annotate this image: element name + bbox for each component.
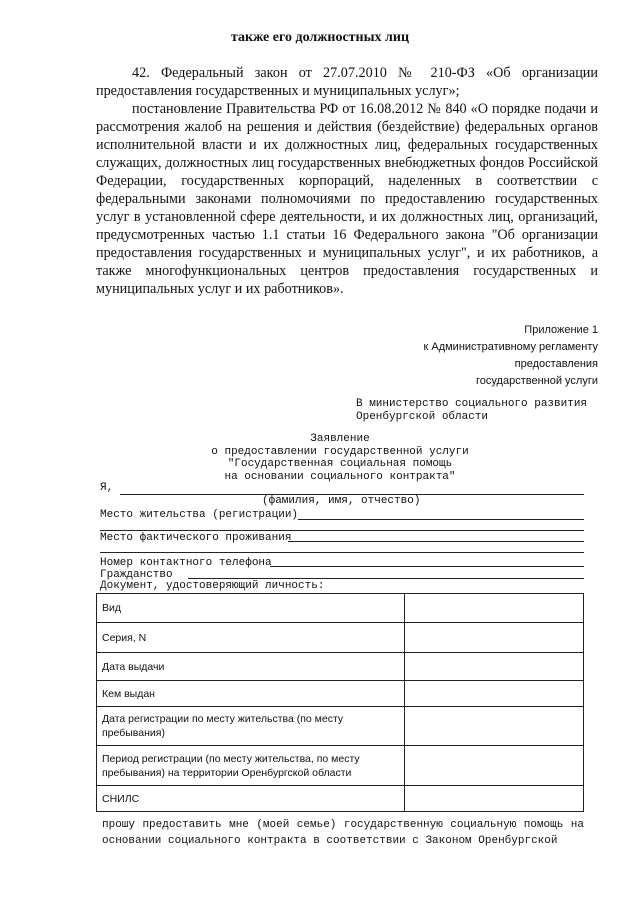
addressee-block — [356, 398, 587, 424]
appendix-note — [423, 322, 598, 390]
table-row — [97, 681, 584, 707]
id-document-label: Документ, удостоверяющий личность: — [100, 580, 325, 592]
appendix-line-4: государственной услуги — [476, 375, 598, 387]
phone-input-line[interactable] — [270, 566, 584, 567]
appendix-line-3: предоставления — [514, 358, 598, 370]
appendix-line-1: Приложение 1 — [524, 324, 598, 336]
id-kind-label: Вид — [97, 594, 405, 623]
table-row — [97, 707, 584, 746]
actual-residence-input-line[interactable] — [288, 541, 584, 542]
table-row — [97, 653, 584, 681]
law-item-210fz: 42. Федеральный закон от 27.07.2010 № 210-ФЗ «Об организации предоставления государственных и муниципальных услуг»; — [96, 65, 598, 99]
application-title-line-1: Заявление — [310, 433, 370, 445]
table-row — [97, 746, 584, 786]
registration-date-value[interactable] — [405, 707, 584, 746]
id-issued-by-value[interactable] — [405, 681, 584, 707]
appendix-line-2: к Административному регламенту — [423, 341, 598, 353]
citizenship-input-line[interactable] — [188, 578, 584, 579]
id-series-number-value[interactable] — [405, 623, 584, 653]
phone-label: Номер контактного телефона — [100, 557, 272, 569]
residence-input-line[interactable] — [298, 519, 584, 520]
id-issued-by-label: Кем выдан — [97, 681, 405, 707]
fio-hint: (фамилия, имя, отчество) — [262, 495, 421, 507]
registration-period-label: Период регистрации (по месту жительства, по месту пребывания) на территории Оренбургской области — [97, 746, 405, 786]
residence-label: Место жительства (регистрации) — [100, 509, 299, 521]
id-issue-date-label: Дата выдачи — [97, 653, 405, 681]
citizenship-label: Гражданство — [100, 569, 173, 581]
actual-residence-label: Место фактического проживания — [100, 532, 292, 544]
snils-value[interactable] — [405, 786, 584, 812]
residence-input-line-2[interactable] — [100, 530, 584, 531]
id-kind-value[interactable] — [405, 594, 584, 623]
table-row — [97, 786, 584, 812]
snils-label: СНИЛС — [97, 786, 405, 812]
id-document-table — [96, 593, 584, 812]
law-item-resolution-840: постановление Правительства РФ от 16.08.2012 № 840 «О порядке подачи и рассмотрения жалоб на решения и действия (бездействие) федеральных органов исполнительной власти и их должностных лиц, федеральных государственных служащих, должностных лиц государственных внебюджетных фондов Российской Федерации, государственных корпораций, наделенных в соответствии с федеральными законами полномочиями по предоставлению государственных услуг в установленной сфере деятельности, и их должностных лиц, организаций, предусмотренных частью 1.1 статьи 16 Федерального закона "Об организации предоставления государственных и муниципальных услуг", и их работников, а также многофункциональных центров предоставления государственных и муниципальных услуг и их работников». — [96, 101, 598, 297]
i-label: Я, — [100, 482, 114, 494]
closing-paragraph: прошу предоставить мне (моей семье) государственную социальную помощь на основании социального контракта в соответствии с Законом Оренбургской — [102, 819, 584, 847]
addressee-line-2: Оренбургской области — [356, 411, 489, 423]
id-series-number-label: Серия, N — [97, 623, 405, 653]
section-heading: также его должностных лиц — [230, 30, 410, 45]
addressee-line-1: В министерство социального развития — [356, 398, 588, 410]
application-title-line-4: на основании социального контракта" — [224, 470, 456, 483]
actual-residence-input-line-2[interactable] — [100, 552, 584, 553]
application-title-line-2: о предоставлении государственной услуги — [211, 445, 469, 458]
table-row — [97, 594, 584, 623]
registration-period-value[interactable] — [405, 746, 584, 786]
table-row — [97, 623, 584, 653]
law-list — [96, 64, 598, 298]
application-title — [150, 433, 530, 483]
registration-date-label: Дата регистрации по месту жительства (по месту пребывания) — [97, 707, 405, 746]
application-title-line-3: "Государственная социальная помощь — [227, 458, 453, 470]
id-issue-date-value[interactable] — [405, 653, 584, 681]
